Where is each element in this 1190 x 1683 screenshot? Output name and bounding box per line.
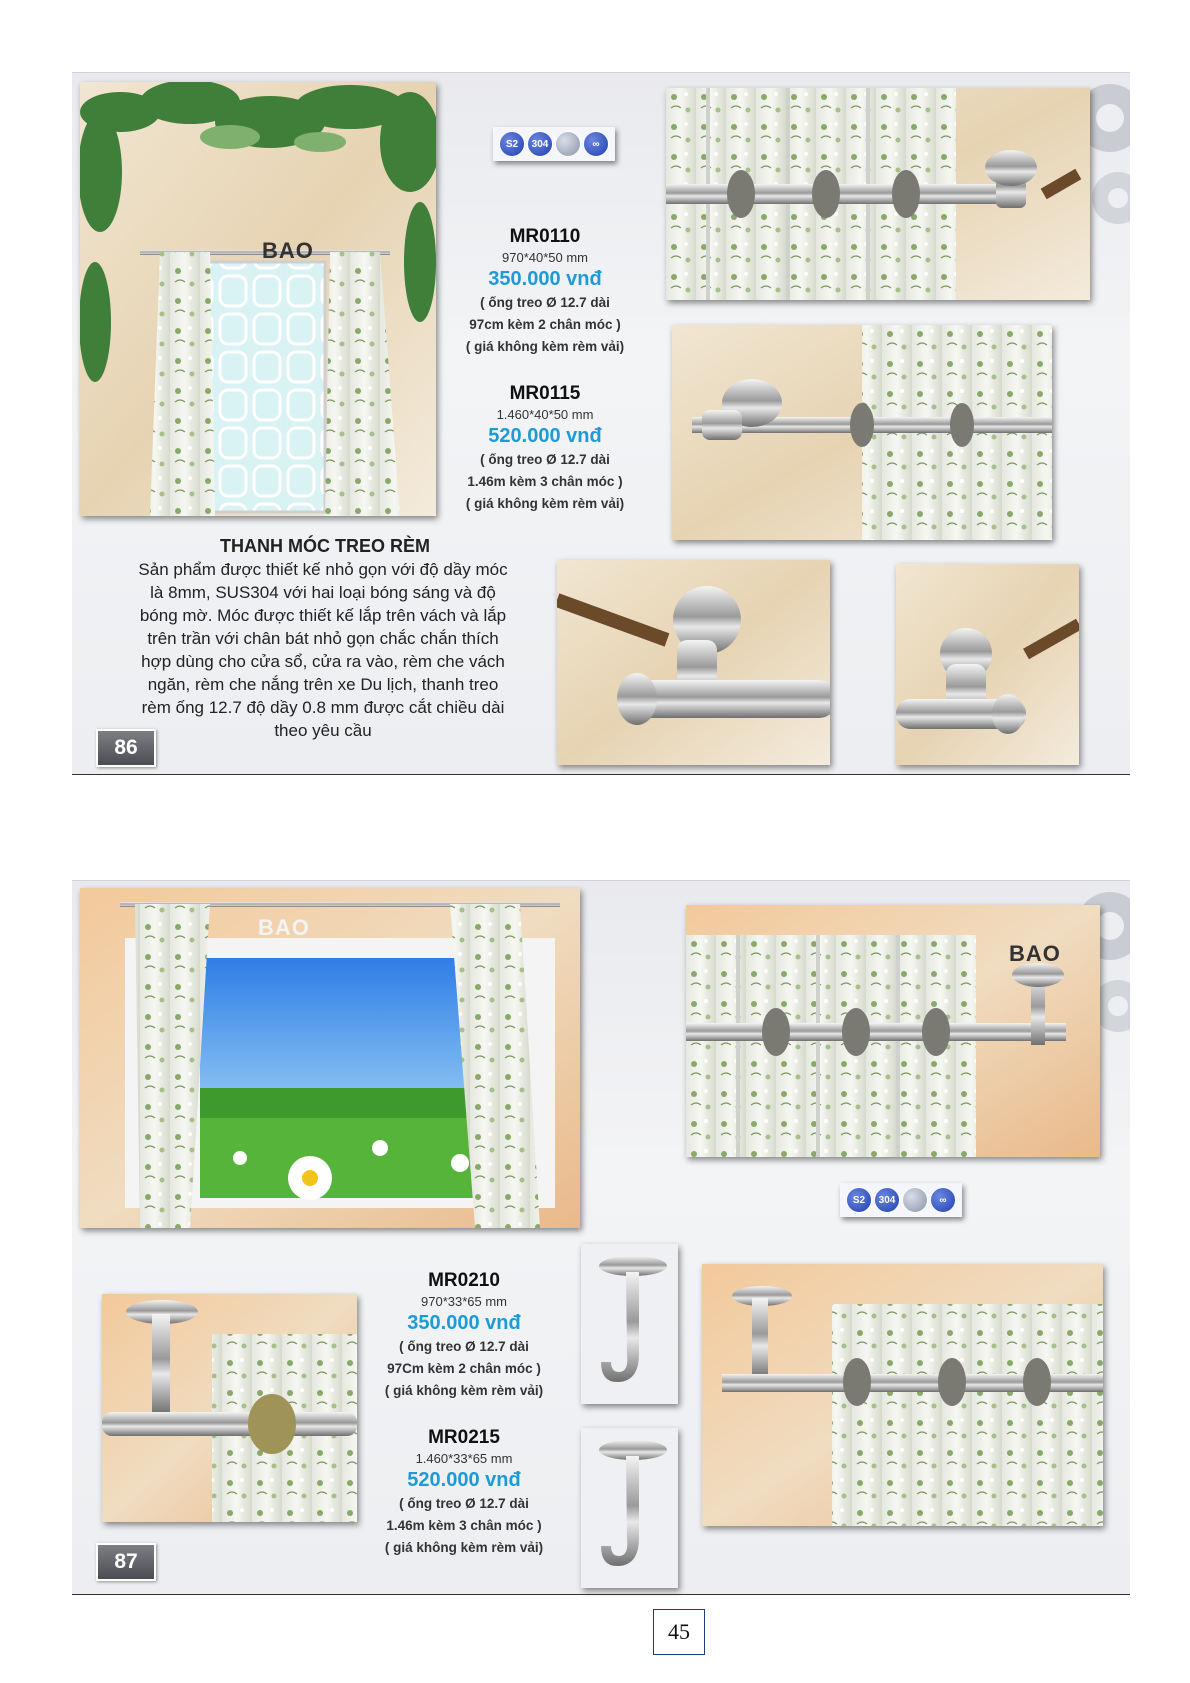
product-dimensions: 1.460*40*50 mm — [496, 407, 594, 422]
product-note: ( giá không kèm rèm vải) — [465, 496, 625, 511]
sus304-badge-icon: 304 — [527, 131, 553, 157]
hook-product-photo-1 — [581, 1244, 678, 1404]
product-code: MR0115 — [509, 383, 581, 404]
product-note: ( giá không kèm rèm vải) — [384, 1383, 544, 1398]
description-line: ngăn, rèm che nắng trên xe Du lịch, thanh treo — [147, 675, 499, 694]
description-line: rèm ống 12.7 độ dầy 0.8 mm được cắt chiều dài — [141, 698, 505, 717]
material-badges — [840, 1183, 962, 1217]
s2-badge-icon: S2 — [499, 131, 525, 157]
product-note: ( giá không kèm rèm vải) — [384, 1540, 544, 1555]
description-title: THANH MÓC TREO RÈM — [220, 536, 430, 556]
hook-product-photo-2 — [581, 1428, 678, 1588]
grommet-rod-photo — [666, 88, 1090, 300]
material-badges — [493, 127, 615, 161]
product-dimensions: 1.460*33*65 mm — [415, 1451, 513, 1466]
product-price: 520.000 vnđ — [488, 425, 602, 447]
description-line: là 8mm, SUS304 với hai loại bóng sáng và độ — [150, 583, 496, 602]
product-code: MR0215 — [428, 1427, 500, 1448]
product-note: 97cm kèm 2 chân móc ) — [469, 317, 621, 332]
infinity-badge-icon: ∞ — [583, 131, 609, 157]
rod-bracket-closeup-photo — [702, 1264, 1103, 1526]
product-note: 1.46m kèm 3 chân móc ) — [467, 474, 623, 489]
product-note: ( ống treo Ø 12.7 dài — [399, 1496, 529, 1511]
product-mr0110 — [445, 226, 645, 357]
description-line: theo yêu cầu — [274, 721, 372, 740]
product-dimensions: 970*40*50 mm — [502, 250, 588, 265]
brand-label: BAO — [262, 238, 314, 263]
curtain-window-photo — [80, 82, 436, 516]
panel-divider-top — [72, 774, 1130, 775]
catalog-page-label: 86 — [96, 729, 156, 767]
product-note: ( ống treo Ø 12.7 dài — [480, 452, 610, 467]
product-mr0210 — [364, 1270, 564, 1401]
product-price: 350.000 vnđ — [407, 1312, 521, 1334]
product-note: ( ống treo Ø 12.7 dài — [399, 1339, 529, 1354]
hook-closeup-photo-1 — [557, 560, 830, 765]
cube-badge-icon — [902, 1187, 928, 1213]
panel-divider-bottom — [72, 1594, 1130, 1595]
description-line: hợp dùng cho cửa sổ, cửa ra vào, rèm che vách — [141, 652, 505, 671]
product-code: MR0110 — [509, 226, 581, 247]
product-price: 520.000 vnđ — [407, 1469, 521, 1491]
brand-label: BAO — [258, 915, 310, 940]
product-dimensions: 970*33*65 mm — [421, 1294, 507, 1309]
hook-closeup-photo-2 — [896, 564, 1079, 765]
product-description — [88, 558, 558, 742]
catalog-page-label: 87 — [96, 1543, 156, 1581]
product-price: 350.000 vnđ — [488, 268, 602, 290]
product-note: 1.46m kèm 3 chân móc ) — [386, 1518, 542, 1533]
ceiling-bracket-photo — [102, 1294, 357, 1522]
description-line: trên trần với chân bát nhỏ gọn chắc chắn thích — [147, 629, 499, 648]
product-note: ( ống treo Ø 12.7 dài — [480, 295, 610, 310]
s2-badge-icon: S2 — [846, 1187, 872, 1213]
page-number: 45 — [653, 1609, 705, 1655]
product-mr0215 — [364, 1427, 564, 1558]
description-line: bóng mờ. Móc được thiết kế lắp trên vách và lắp — [139, 606, 507, 625]
product-mr0115 — [445, 383, 645, 514]
description-line: Sản phẩm được thiết kế nhỏ gọn với độ dầy móc — [138, 560, 508, 579]
product-note: 97Cm kèm 2 chân móc ) — [387, 1361, 541, 1376]
sus304-badge-icon: 304 — [874, 1187, 900, 1213]
hook-bracket-photo — [672, 325, 1052, 540]
infinity-badge-icon: ∞ — [930, 1187, 956, 1213]
daisy-window-photo — [80, 888, 580, 1228]
brand-label: BAO — [1009, 941, 1061, 966]
cube-badge-icon — [555, 131, 581, 157]
product-code: MR0210 — [428, 1270, 500, 1291]
product-note: ( giá không kèm rèm vải) — [465, 339, 625, 354]
